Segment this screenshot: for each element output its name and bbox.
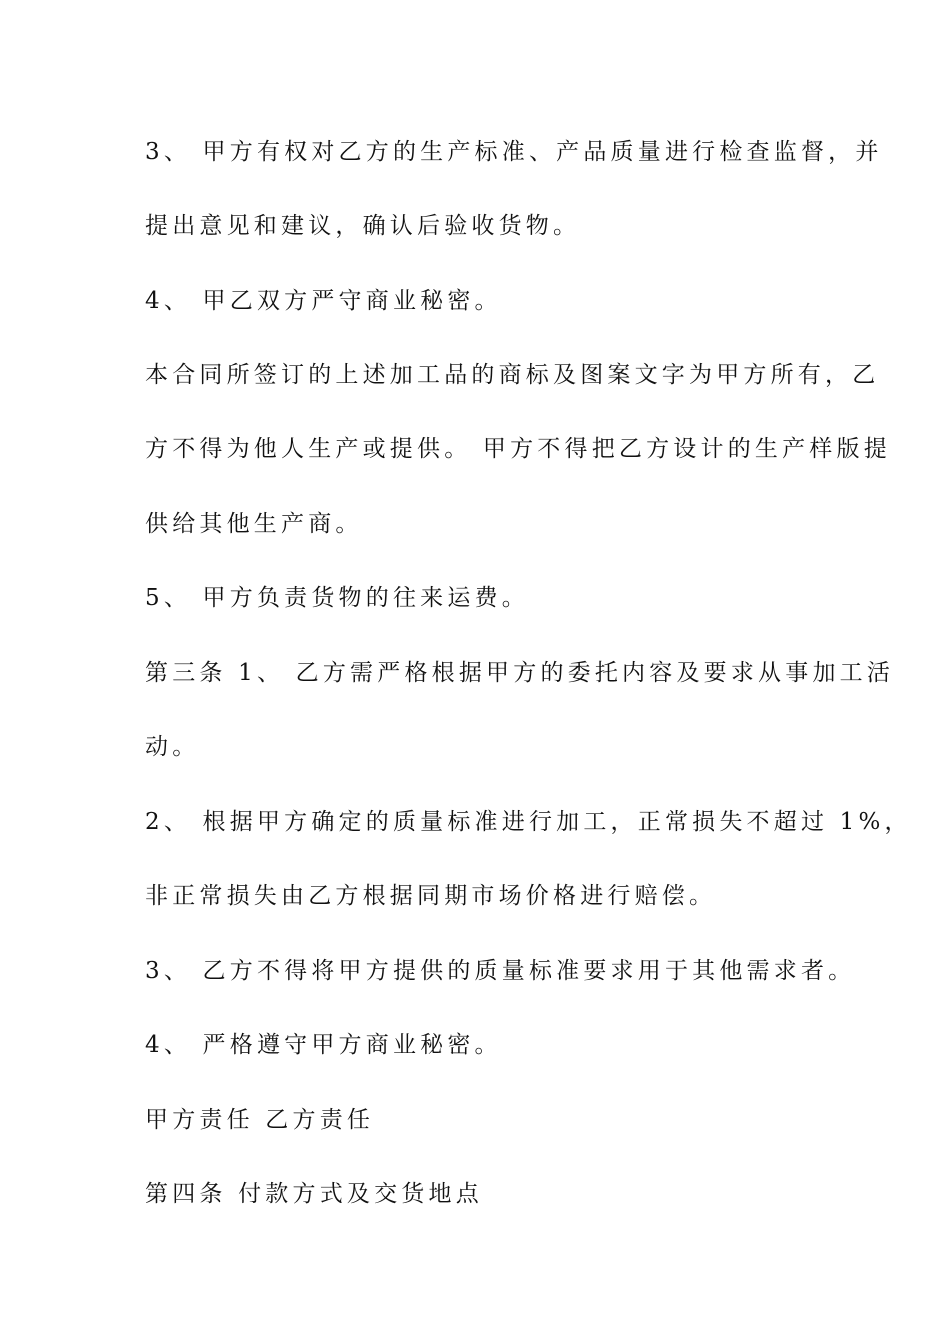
clause-line-6: 供给其他生产商。 xyxy=(145,511,363,537)
clause-line-13: 4、 严格遵守甲方商业秘密。 xyxy=(145,1032,502,1058)
responsibility-heading: 甲方责任 乙方责任 xyxy=(145,1107,375,1133)
article-three-line-1: 第三条 1、 乙方需严格根据甲方的委托内容及要求从事加工活 xyxy=(145,660,895,686)
clause-line-12: 3、 乙方不得将甲方提供的质量标准要求用于其他需求者。 xyxy=(145,958,856,984)
clause-line-3: 4、 甲乙双方严守商业秘密。 xyxy=(145,288,502,314)
clause-line-10: 2、 根据甲方确定的质量标准进行加工，正常损失不超过 1%， xyxy=(145,809,912,835)
clause-line-11: 非正常损失由乙方根据同期市场价格进行赔偿。 xyxy=(145,883,717,909)
article-three-line-2: 动。 xyxy=(145,734,200,760)
clause-line-2: 提出意见和建议，确认后验收货物。 xyxy=(145,213,581,239)
clause-line-7: 5、 甲方负责货物的往来运费。 xyxy=(145,585,529,611)
clause-line-4: 本合同所签订的上述加工品的商标及图案文字为甲方所有，乙 xyxy=(145,362,880,388)
clause-line-5: 方不得为他人生产或提供。 甲方不得把乙方设计的生产样版提 xyxy=(145,436,891,462)
clause-line-1: 3、 甲方有权对乙方的生产标准、产品质量进行检查监督，并 xyxy=(145,139,883,165)
article-four-heading: 第四条 付款方式及交货地点 xyxy=(145,1181,483,1207)
